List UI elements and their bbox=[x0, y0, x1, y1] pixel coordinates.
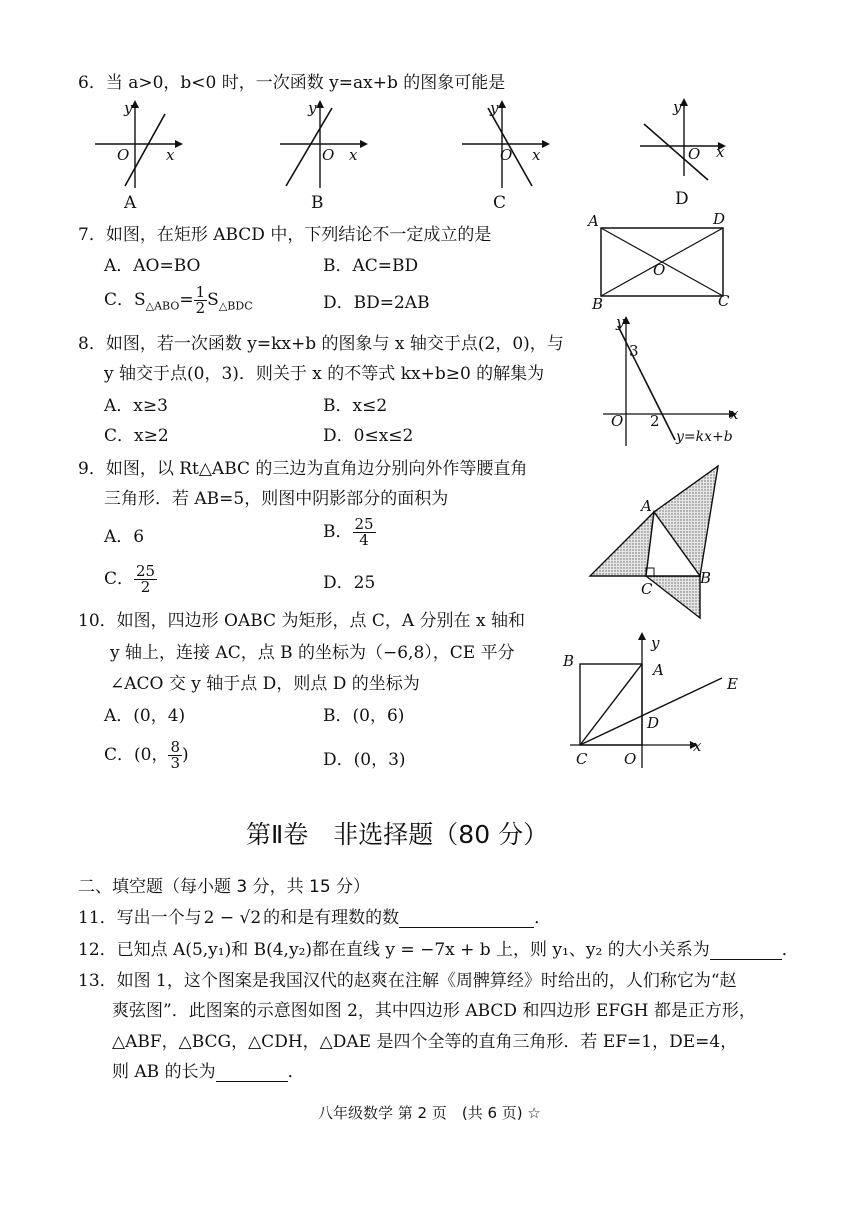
q7-label-d: D bbox=[713, 210, 726, 228]
q10-line1: 10．如图，四边形 OABC 为矩形，点 C，A 分别在 x 轴和 bbox=[78, 611, 525, 631]
q6-graph-a bbox=[95, 100, 185, 190]
q8-option-a: A．x≥3 bbox=[104, 396, 168, 416]
part2-title: 第Ⅱ卷 非选择题（80 分） bbox=[246, 820, 549, 849]
q9-line2: 三角形．若 AB=5，则图中阴影部分的面积为 bbox=[104, 489, 449, 509]
q6-a-origin: O bbox=[117, 146, 130, 164]
q13-line4: 则 AB 的长为 ． bbox=[112, 1062, 305, 1082]
q9-option-d: D．25 bbox=[323, 573, 376, 593]
q9-option-a: A．6 bbox=[104, 527, 145, 547]
q13-line1: 13．如图 1，这个图案是我国汉代的赵爽在注解《周髀算经》时给出的，人们称它为“赵 bbox=[78, 971, 737, 991]
q6-stem: 6．当 a>0，b<0 时，一次函数 y=ax+b 的图象可能是 bbox=[78, 73, 506, 93]
q8-line1: 8．如图，若一次函数 y=kx+b 的图象与 x 轴交于点(2，0)，与 bbox=[78, 334, 564, 354]
q10-option-c: C．(0， $\frac{8}{3}$ ) bbox=[104, 738, 189, 772]
q10-label-y: y bbox=[651, 634, 660, 652]
q7-label-a: A bbox=[588, 212, 599, 230]
q6-a-x: x bbox=[166, 146, 175, 164]
q8-option-d: D．0≤x≤2 bbox=[323, 426, 414, 446]
q10-label-o: O bbox=[624, 750, 637, 768]
q6-a-y: y bbox=[124, 99, 133, 117]
q8-label-2: 2 bbox=[650, 412, 660, 430]
q6-option-d: D bbox=[675, 189, 689, 209]
q9-figure bbox=[590, 462, 730, 622]
q8-graph bbox=[603, 316, 743, 446]
q6-graph-b bbox=[280, 100, 370, 190]
q6-option-b: B bbox=[311, 193, 324, 213]
q7-option-a: A．AO=BO bbox=[104, 256, 201, 276]
q6-c-x: x bbox=[532, 146, 541, 164]
q10-label-d: D bbox=[647, 714, 660, 732]
q9-label-c: C bbox=[641, 580, 653, 598]
q11-text: 11．写出一个与 2 − √2 的和是有理数的数 ． bbox=[78, 908, 552, 928]
q13-line3: △ABF，△BCG，△CDH，△DAE 是四个全等的直角三角形．若 EF=1，DE=4， bbox=[112, 1032, 738, 1052]
q13-answer-blank[interactable] bbox=[216, 1063, 288, 1082]
q9-option-b: B． $\frac{25}{4}$ bbox=[323, 515, 374, 549]
q9-label-a: A bbox=[641, 497, 652, 515]
q9-option-c: C． $\frac{25}{2}$ bbox=[104, 562, 156, 596]
q11-answer-blank[interactable] bbox=[399, 909, 534, 928]
page-footer: 八年级数学 第 2 页 (共 6 页) ☆ bbox=[318, 1104, 541, 1122]
q6-option-c: C bbox=[493, 193, 507, 213]
q10-label-c: C bbox=[576, 750, 588, 768]
q10-option-a: A．(0，4) bbox=[104, 706, 186, 726]
q6-d-origin: O bbox=[688, 145, 701, 163]
q10-label-a: A bbox=[653, 661, 664, 679]
q7-option-b: B．AC=BD bbox=[323, 256, 419, 276]
q6-option-a: A bbox=[124, 193, 137, 213]
q12-text: 12．已知点 A(5,y₁)和 B(4,y₂)都在直线 y = −7x + b 上，则 y₁、y₂ 的大小关系为 ． bbox=[78, 940, 799, 960]
q6-d-y: y bbox=[673, 98, 682, 116]
q13-line2: 爽弦图”．此图案的示意图如图 2，其中四边形 ABCD 和四边形 EFGH 都是正方形， bbox=[112, 1001, 756, 1021]
q6-d-x: x bbox=[716, 143, 725, 161]
q7-option-c: C．$S_{\triangle ABO}=$ $\frac{1}{2}$ $S_{\triangle BDC}$ bbox=[104, 283, 253, 317]
q8-label-o: O bbox=[611, 412, 624, 430]
q8-label-eq: y=kx+b bbox=[676, 429, 733, 445]
q7-label-o: O bbox=[653, 261, 666, 279]
q9-line1: 9．如图，以 Rt△ABC 的三边为直角边分别向外作等腰直角 bbox=[78, 459, 528, 479]
q6-b-x: x bbox=[349, 146, 358, 164]
q8-label-x: x bbox=[730, 405, 739, 423]
q12-answer-blank[interactable] bbox=[710, 941, 782, 960]
q8-option-b: B．x≤2 bbox=[323, 396, 388, 416]
q10-option-d: D．(0，3) bbox=[323, 750, 406, 770]
q6-c-y: y bbox=[490, 99, 499, 117]
q6-b-origin: O bbox=[322, 146, 335, 164]
q7-option-d: D．BD=2AB bbox=[323, 293, 430, 313]
q6-b-y: y bbox=[308, 99, 317, 117]
q8-label-y: y bbox=[616, 313, 625, 331]
section2-heading: 二、填空题（每小题 3 分，共 15 分） bbox=[78, 877, 371, 897]
q10-label-x: x bbox=[693, 737, 702, 755]
q8-label-3: 3 bbox=[629, 342, 639, 360]
q6-graph-c bbox=[462, 100, 552, 190]
q9-label-b: B bbox=[700, 569, 712, 587]
q10-label-e: E bbox=[727, 675, 738, 693]
q8-option-c: C．x≥2 bbox=[104, 426, 169, 446]
q7-label-c: C bbox=[718, 292, 730, 310]
q10-label-b: B bbox=[563, 652, 575, 670]
q8-line2: y 轴交于点(0，3)．则关于 x 的不等式 kx+b≥0 的解集为 bbox=[104, 364, 545, 384]
q10-option-b: B．(0，6) bbox=[323, 706, 405, 726]
q6-c-origin: O bbox=[500, 146, 513, 164]
q10-line2: y 轴上，连接 AC，点 B 的坐标为（−6,8），CE 平分 bbox=[110, 643, 515, 663]
q7-stem: 7．如图，在矩形 ABCD 中，下列结论不一定成立的是 bbox=[78, 225, 492, 245]
q7-label-b: B bbox=[592, 295, 604, 313]
q10-figure bbox=[570, 632, 750, 772]
q10-line3: ∠ACO 交 y 轴于点 D，则点 D 的坐标为 bbox=[110, 674, 420, 694]
